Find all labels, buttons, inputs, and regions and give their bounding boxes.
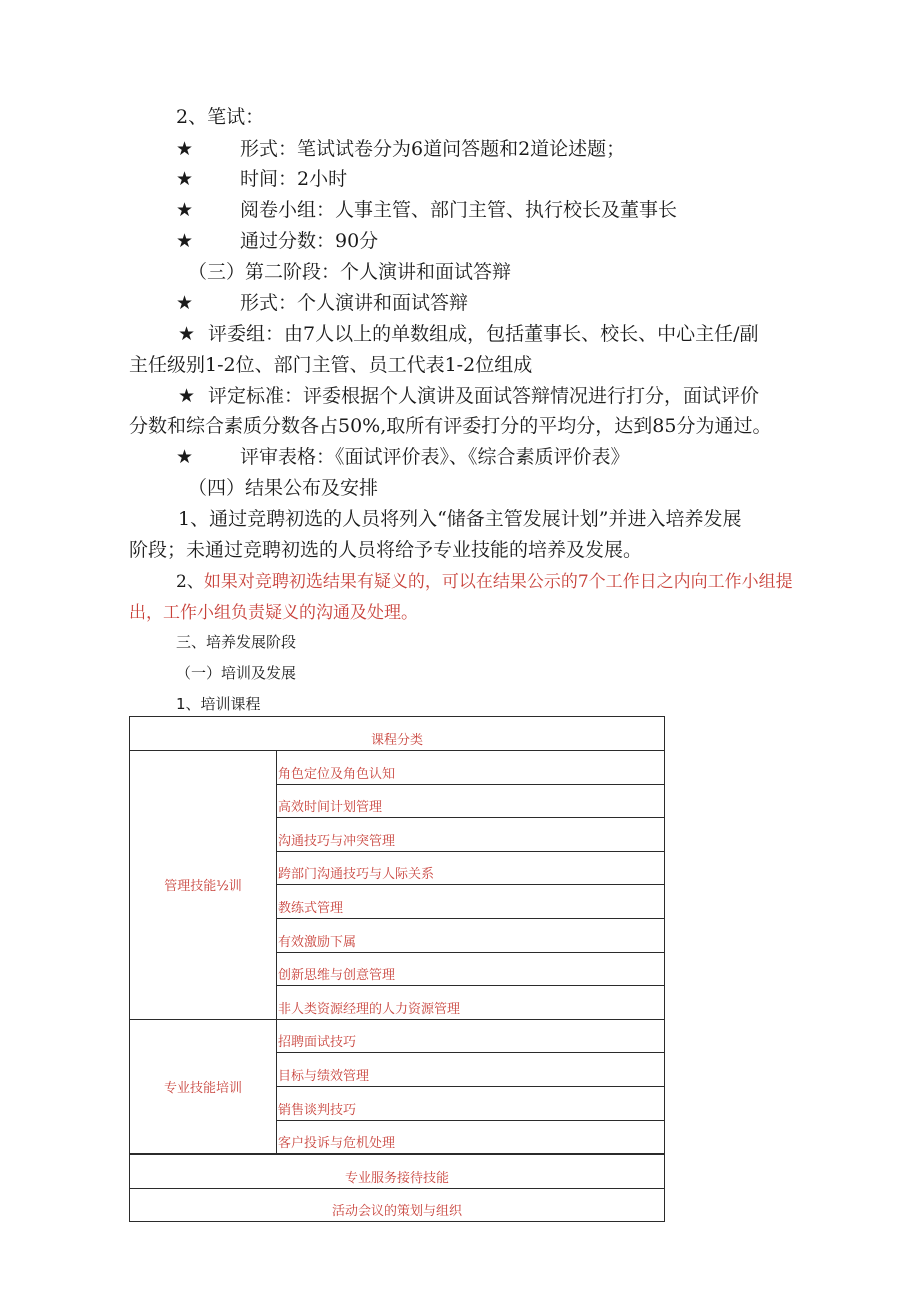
section-stage-two: （三）第二阶段：个人演讲和面试答辩 [188,261,512,283]
section-results: （四）结果公布及安排 [188,477,379,499]
course-item: 高效时间计划管理 [277,784,665,818]
paragraph-continuation: 阶段；未通过竞聘初选的人员将给予专业技能的培养及发展。 [129,539,643,561]
section-training: （一）培训及发展 [176,664,297,682]
course-table [129,716,665,1222]
paragraph-red [176,570,793,594]
bullet-text: 评定标准：评委根据个人演讲及面试答辩情况进行打分，面试评价 [208,385,760,407]
paragraph: 1、通过竞聘初选的人员将列入“储备主管发展计划”并进入培养发展 [178,508,742,530]
section-courses: 1、培训课程 [176,695,261,713]
course-item: 跨部门沟通技巧与人际关系 [277,851,665,885]
bullet-text: 阅卷小组：人事主管、部门主管、执行校长及董事长 [240,199,678,221]
paragraph-continuation: 出，工作小组负责疑义的沟通及处理。 [129,603,418,623]
star-icon: ★ [176,230,194,252]
course-item: 非人类资源经理的人力资源管理 [277,986,665,1020]
star-icon: ★ [178,385,196,407]
course-item: 角色定位及角色认知 [277,751,665,785]
course-item: 教练式管理 [277,885,665,919]
star-icon: ★ [176,292,194,314]
paragraph-continuation: 主任级别1-2位、部门主管、员工代表1-2位组成 [129,354,533,376]
bullet-text: 评审表格：《面试评价表》、《综合素质评价表》 [240,446,630,468]
course-item: 创新思维与创意管理 [277,952,665,986]
bullet-forms [176,445,630,469]
section-development: 三、培养发展阶段 [176,633,297,651]
paragraph-number: 2、 [176,572,204,592]
paragraph-continuation: 分数和综合素质分数各占50%,取所有评委打分的平均分，达到85分为通过。 [129,415,772,437]
bullet-criteria [178,384,759,408]
section-written-exam: 2、笔试： [176,106,265,128]
bullet-stage-form [176,291,468,315]
bullet-text: 通过分数：90分 [240,230,379,252]
course-item: 沟通技巧与冲突管理 [277,818,665,852]
bullet-panel [178,322,759,346]
star-icon: ★ [176,168,194,190]
star-icon: ★ [176,199,194,221]
course-item: 招聘面试技巧 [277,1019,665,1053]
course-item: 销售谈判技巧 [277,1086,665,1120]
course-item: 目标与绩效管理 [277,1053,665,1087]
course-item-full: 专业服务接待技能 [130,1154,665,1188]
star-icon: ★ [176,446,194,468]
bullet-text: 时间：2小时 [240,168,348,190]
course-item-full: 活动会议的策划与组织 [130,1188,665,1222]
star-icon: ★ [178,323,196,345]
category-cell: 管理技能½训 [130,751,277,1020]
bullet-graders [176,198,677,222]
bullet-time [176,167,347,191]
course-item: 客户投诉与危机处理 [277,1120,665,1154]
category-cell: 专业技能培训 [130,1019,277,1154]
bullet-text: 形式：个人演讲和面试答辩 [240,292,469,314]
star-icon: ★ [176,138,194,160]
paragraph-text: 如果对竞聘初选结果有疑义的，可以在结果公示的7个工作日之内向工作小组提 [203,572,793,592]
table-header: 课程分类 [130,717,665,751]
bullet-text: 评委组：由7人以上的单数组成，包括董事长、校长、中心主任/副 [208,323,759,345]
bullet-pass-score [176,229,378,253]
course-item: 有效激励下属 [277,918,665,952]
bullet-form [176,137,625,161]
bullet-text: 形式：笔试试卷分为6道问答题和2道论述题； [240,138,626,160]
